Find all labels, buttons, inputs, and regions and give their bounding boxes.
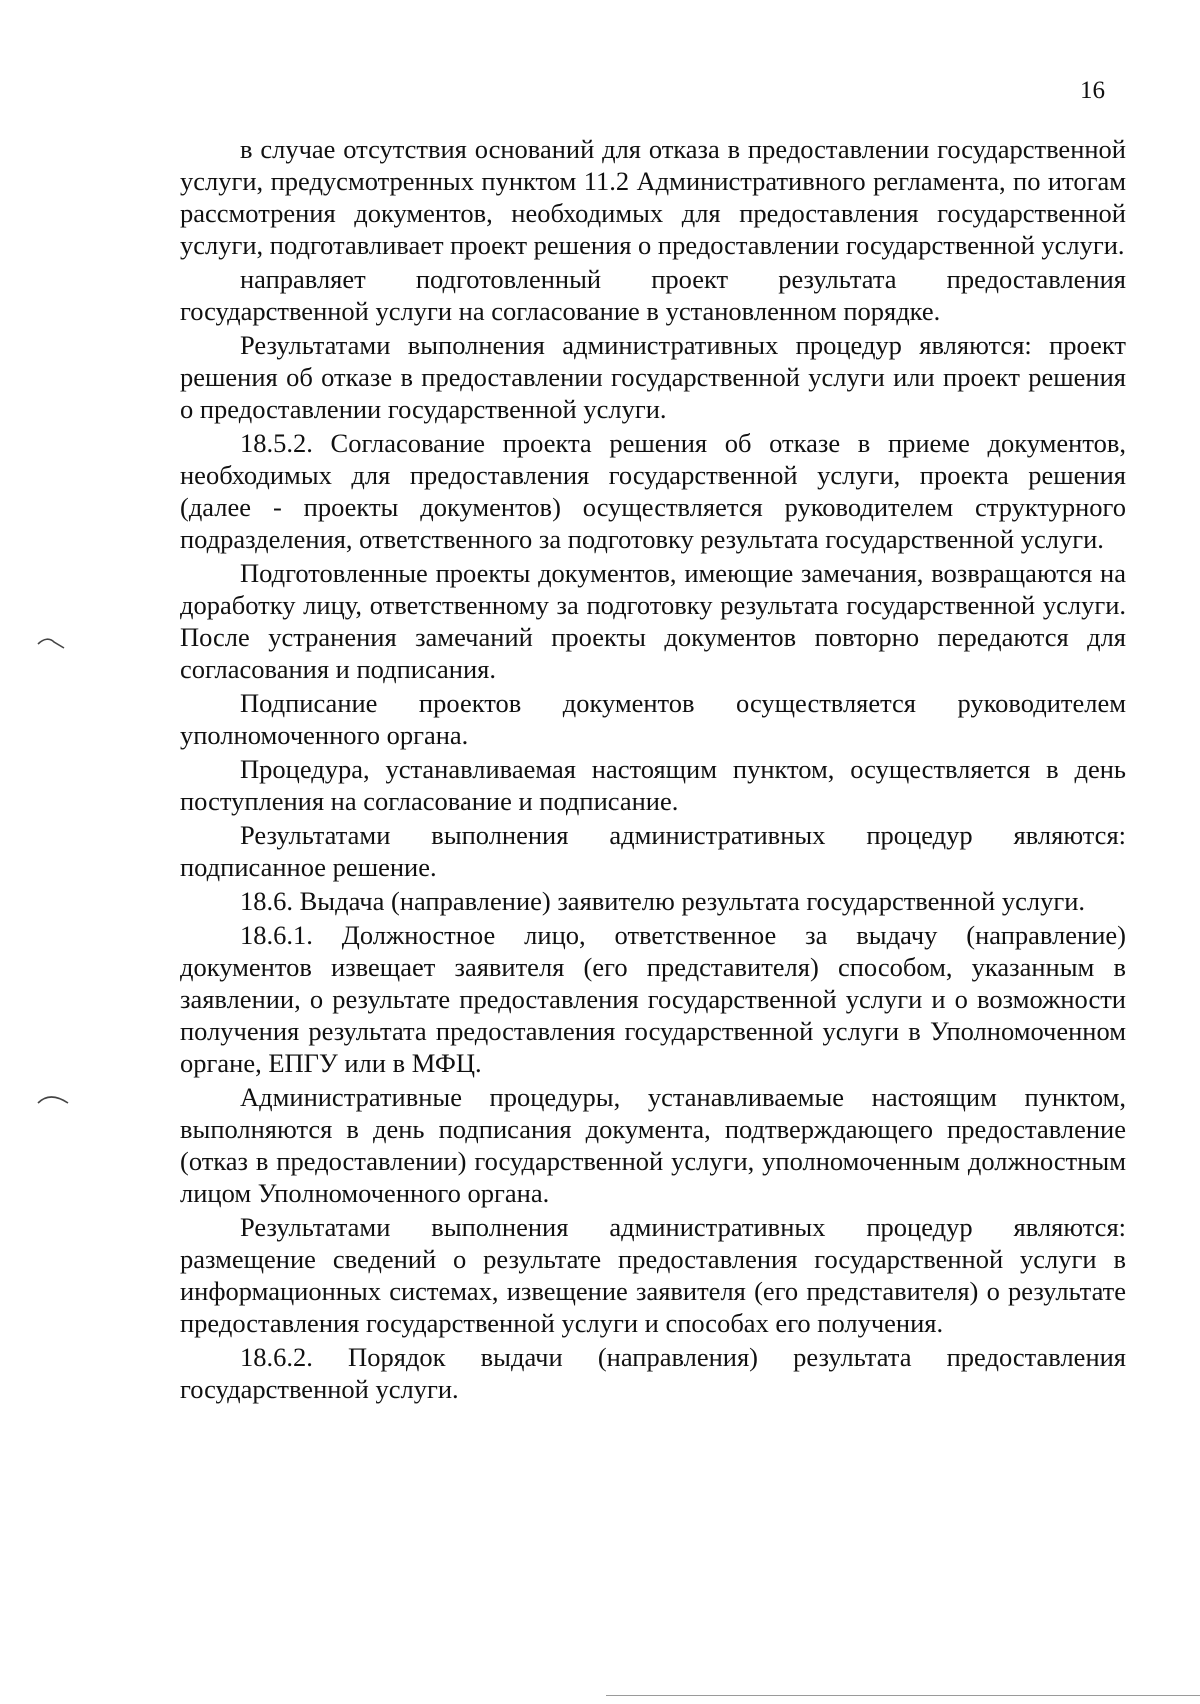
document-body xyxy=(180,133,1126,1407)
paragraph-9: 18.6. Выдача (направление) заявителю результата государственной услуги. xyxy=(240,886,1085,916)
paragraph-12: Результатами выполнения административных процедур являются: размещение сведений о результате предоставления государственной услуги в информационных системах, извещение заявителя (его представителя) о результате предоставления государственной услуги и способах его получения. xyxy=(180,1212,1126,1338)
paragraph-4: 18.5.2. Согласование проекта решения об отказе в приеме документов, необходимых для предоставления государственной услуги, проекта решения (далее - проекты документов) осуществляется руководителем структурного подразделения, ответственного за подготовку результата государственной услуги. xyxy=(180,428,1126,554)
scan-artifact-mark xyxy=(36,1093,70,1107)
paragraph-1: в случае отсутствия оснований для отказа в предоставлении государственной услуги, предусмотренных пунктом 11.2 Административного регламента, по итогам рассмотрения документов, необходимых для предоставления государственной услуги, подготавливает проект решения о предоставлении государственной услуги. xyxy=(180,134,1126,260)
paragraph-2: направляет подготовленный проект результата предоставления государственной услуги на согласование в установленном порядке. xyxy=(180,264,1126,326)
paragraph-3: Результатами выполнения административных процедур являются: проект решения об отказе в предоставлении государственной услуги или проект решения о предоставлении государственной услуги. xyxy=(180,330,1126,424)
paragraph-10: 18.6.1. Должностное лицо, ответственное за выдачу (направление) документов извещает заявителя (его представителя) способом, указанным в заявлении, о результате предоставления государственной услуги и о возможности получения результата предоставления государственной услуги в Уполномоченном органе, ЕПГУ или в МФЦ. xyxy=(180,920,1126,1078)
scan-artifact-mark xyxy=(36,636,66,650)
paragraph-6: Подписание проектов документов осуществляется руководителем уполномоченного органа. xyxy=(180,688,1126,750)
scan-bottom-edge-line xyxy=(606,1695,1200,1696)
paragraph-13: 18.6.2. Порядок выдачи (направления) результата предоставления государственной услуги. xyxy=(180,1342,1126,1404)
paragraph-11: Административные процедуры, устанавливаемые настоящим пунктом, выполняются в день подписания документа, подтверждающего предоставление (отказ в предоставлении) государственной услуги, уполномоченным должностным лицом Уполномоченного органа. xyxy=(180,1082,1126,1208)
paragraph-8: Результатами выполнения административных процедур являются: подписанное решение. xyxy=(180,820,1126,882)
page-number: 16 xyxy=(1080,77,1105,104)
paragraph-7: Процедура, устанавливаемая настоящим пунктом, осуществляется в день поступления на согласование и подписание. xyxy=(180,754,1126,816)
paragraph-5: Подготовленные проекты документов, имеющие замечания, возвращаются на доработку лицу, ответственному за подготовку результата государственной услуги. После устранения замечаний проекты документов повторно передаются для согласования и подписания. xyxy=(180,558,1126,684)
